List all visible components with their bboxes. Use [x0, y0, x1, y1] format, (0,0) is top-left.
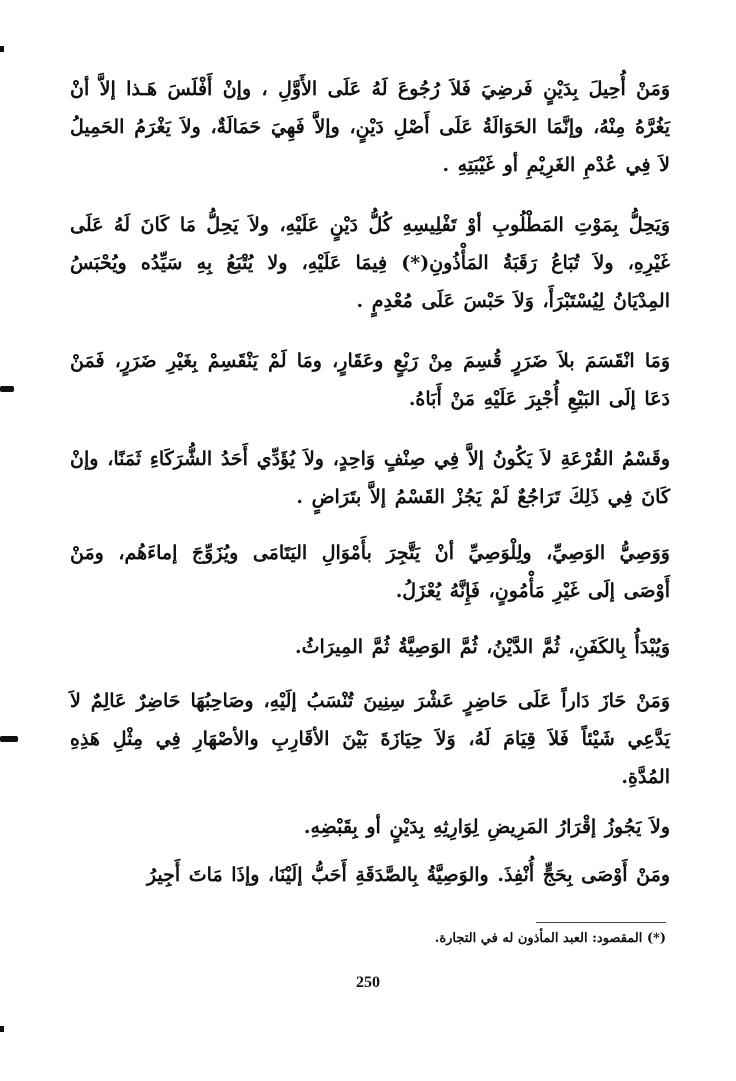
footnote: (*) المقصود: العبد المأذون له في التجارة.: [434, 931, 666, 946]
paragraph-executor: وَوَصِيُّ الوَصِيِّ، ولِلْوَصِيِّ أنْ يَتَّجِرَ بأَمْوَالِ اليَتَامَى ويُزَوِّجَ إماءَهُم، ومَنْ أَوْصَى إلَى غَيْرِ مَأْمُونٍ، فَإِنَّهُ يُعْزَلُ.: [70, 542, 670, 602]
paragraph-division: وَمَا انْقَسَمَ بلاَ ضَرَرٍ قُسِمَ مِنْ رَبْعٍ وعَقَارٍ، ومَا لَمْ يَنْقَسِمْ بِغَيْرِ ضَرَرٍ، فَمَنْ دَعَا إلَى البَيْعِ أُجْبِرَ عَلَيْهِ مَنْ أَبَاهُ.: [70, 350, 670, 410]
paragraph-sick-acknowledgement: ولاَ يَجُوزُ إقْرَارُ المَرِيضِ لِوَارِثِهِ بِدَيْنٍ أو بِقَبْضِهِ.: [303, 816, 670, 838]
footnote-divider: [536, 922, 666, 923]
scan-mark: [0, 1026, 4, 1032]
paragraph-debt-due: وَيَحِلُّ بِمَوْتِ المَطْلُوبِ أوْ تَفْلِيسِهِ كُلُّ دَيْنٍ عَلَيْهِ، ولاَ يَحِلُّ مَا كَانَ لَهُ عَلَى غَيْرِهِ، ولاَ تُبَاعُ رَقَبَةُ المَأْذُونِ(*) فِيمَا عَلَيْهِ، ولا يُتْبَعُ بِهِ سَيِّدُه ويُحْبَسُ المِدْيَانُ لِيُسْتَبْرَأَ، وَلاَ حَبْسَ عَلَى مُعْدِمٍ .: [70, 214, 670, 312]
scan-mark: [0, 386, 14, 392]
paragraph-estate-order: وَيُبْدَأُ بِالكَفَنِ، ثُمَّ الدَّيْنُ، ثُمَّ الوَصِيَّةُ ثُمَّ المِيرَاثُ.: [294, 636, 670, 658]
paragraph-hawala: وَمَنْ أُحِيلَ بِدَيْنٍ فَرضِيَ فَلاَ رُجُوعَ لَهُ عَلَى الأَوَّلِ ، وإنْ أَفْلَسَ هَـذا إلاَّ أنْ يَغُرَّهُ مِنْهُ، وإنَّمَا الحَوَالَةُ عَلَى أَصْلِ دَيْنٍ، وإلاَّ فَهِيَ حَمَالَةٌ، ولاَ يَغْرَمُ الحَمِيلُ لاَ فِي عُدْمِ الغَرِيْمِ أو غَيْبَتِهِ .: [70, 78, 670, 176]
page-number: 250: [356, 974, 380, 991]
paragraph-possession: وَمَنْ حَازَ دَاراً عَلَى حَاضِرٍ عَشْرَ سِنِينَ تُنْسَبُ إلَيْهِ، وصَاحِبُهَا حَاضِرٌ عَالِمٌ لاَ يَدَّعِي شَيْئاً فَلاَ قِيَامَ لَهُ، وَلاَ حِيَازَةَ بَيْنَ الأقَارِبِ والأصْهَارِ فِي مِثْلِ هَذِهِ المُدَّةِ.: [70, 690, 670, 788]
paragraph-bequest-hajj: ومَنْ أَوْصَى بِحَجٍّ أُنْفِذَ. والوَصِيَّةُ بِالصَّدَقَةِ أَحَبُّ إلَيْنَا، وإذَا مَاتَ أَجِيرُ: [146, 864, 670, 886]
scan-mark: [0, 736, 18, 742]
paragraph-lot-division: وقَسْمُ القُرْعَةِ لاَ يَكُونُ إلاَّ فِي صِنْفٍ وَاحِدٍ، ولاَ يُؤَدِّي أَحَدُ الشُّرَكَاءِ ثَمَنًا، وإنْ كَانَ فِي ذَلِكَ تَرَاجُعٌ لَمْ يَجُزْ القَسْمُ إلاَّ بتَرَاضٍ .: [70, 448, 670, 508]
scan-mark: [0, 46, 4, 52]
